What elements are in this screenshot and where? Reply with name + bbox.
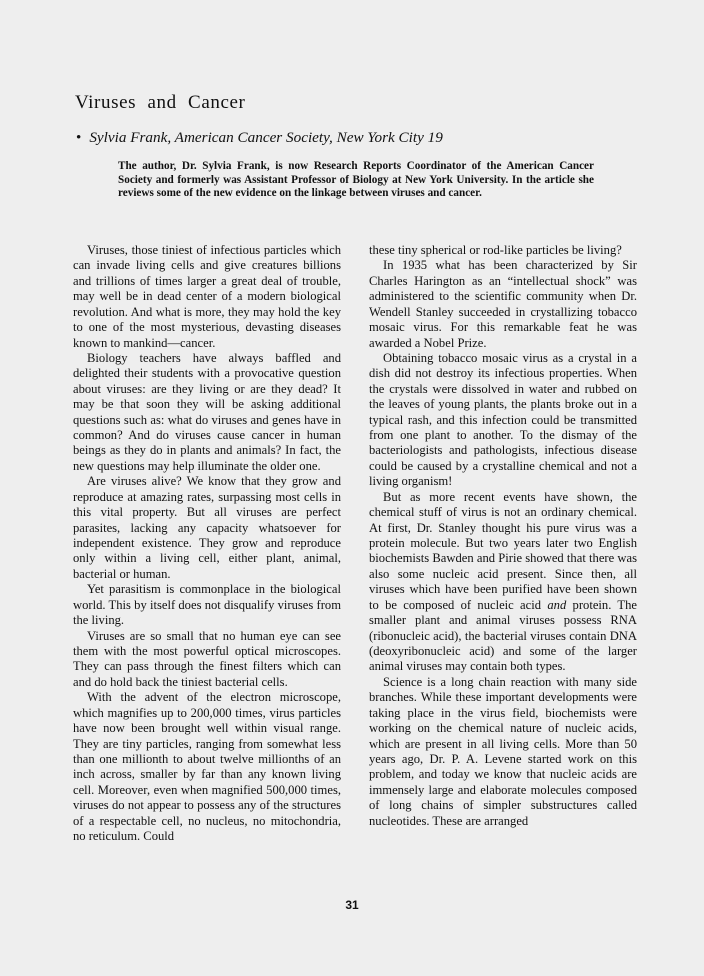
- paragraph: Yet parasitism is commonplace in the biological world. This by itself does not disqualify viruses from the living.: [73, 582, 341, 628]
- author-byline: [76, 129, 443, 147]
- article-abstract: The author, Dr. Sylvia Frank, is now Research Reports Coordinator of the American Cancer Society and formerly was Assistant Professor of Biology at New York University. In the article she reviews some of the new evidence on the linkage between viruses and cancer.: [118, 160, 594, 200]
- paragraph: Science is a long chain reaction with many side branches. While these important developments were taking place in the virus field, biochemists were working on the chemical nature of nucleic acids, which are present in all living cells. More than 50 years ago, Dr. P. A. Levene started work on this problem, and today we know that nucleic acids are immensely large and elaborate molecules composed of long chains of simpler substructures called nucleotides. These are arranged: [369, 674, 637, 828]
- paragraph-text: But as more recent events have shown, the chemical stuff of virus is not an ordinary chemical. At first, Dr. Stanley thought his pure virus was a protein molecule. But two years later two English biochemists Bawden and Pirie showed that there was also some nucleic acid present. Since then, all viruses which have been purified have been shown to be composed of nucleic acid: [369, 489, 637, 612]
- article-title: Viruses and Cancer: [75, 92, 246, 113]
- paragraph: Biology teachers have always baffled and delighted their students with a provocative question about viruses: are they living or are they dead? It may be that soon they will be asking additional questions such as: what do viruses and genes have in common? And do viruses cause cancer in human beings as they do in plants and animals? In fact, the new questions may help illuminate the older one.: [73, 350, 341, 473]
- byline-bullet: •: [76, 129, 82, 146]
- paragraph: In 1935 what has been characterized by Sir Charles Harington as an “intellectual shock” was administered to the scientific community when Dr. Wendell Stanley succeeded in crystallizing tobacco mosaic virus. For this remarkable feat he was awarded a Nobel Prize.: [369, 258, 637, 350]
- paragraph-text: protein. The smaller plant and animal viruses possess RNA (ribonucleic acid), the bacterial viruses contain DNA (deoxyribonucleic acid) and some of the larger animal viruses may contain both types.: [369, 597, 637, 674]
- paragraph: Are viruses alive? We know that they grow and reproduce at amazing rates, surpassing most cells in this vital property. But all viruses are perfect parasites, lacking any capacity whatsoever for independent existence. They grow and reproduce only within a living cell, either plant, animal, bacterial or human.: [73, 474, 341, 581]
- paragraph: Obtaining tobacco mosaic virus as a crystal in a dish did not destroy its infectious properties. When the crystals were dissolved in water and rubbed on the leaves of young plants, the plants broke out in a typical rash, and this infection could be transmitted from one plant to another. To the dismay of the bacteriologists and pathologists, infectious disease could be caused by a crystalline chemical and not a living organism!: [369, 350, 637, 489]
- emphasized-word: and: [547, 597, 567, 612]
- continued-paragraph: these tiny spherical or rod-like particles be living?: [369, 243, 622, 257]
- page-number: 31: [345, 898, 359, 912]
- paragraph: Viruses, those tiniest of infectious particles which can invade living cells and give creatures billions and trillions of times larger a great deal of trouble, may well be in dead center of a modern biological revolution. And what is more, they may hold the key to one of the most mysterious, devasting diseases known to mankind—cancer.: [73, 243, 341, 350]
- paragraph: [369, 490, 637, 675]
- paragraph: With the advent of the electron microscope, which magnifies up to 200,000 times, virus particles have now been brought well within visual range. They are tiny particles, ranging from somewhat less than one millionth to about twelve millionths of an inch across, smaller by far than any known living cell. Moreover, even when magnified 500,000 times, viruses do not appear to possess any of the structures of a respectable cell, no nucleus, no mitochondria, no reticulum. Could: [73, 690, 341, 844]
- author-name-affiliation: Sylvia Frank, American Cancer Society, New York City 19: [89, 129, 443, 146]
- paragraph: Viruses are so small that no human eye can see them with the most powerful optical microscopes. They can pass through the finest filters which can and do hold back the tiniest bacterial cells.: [73, 628, 341, 689]
- left-text-column: [73, 243, 341, 844]
- right-text-column: [369, 243, 637, 829]
